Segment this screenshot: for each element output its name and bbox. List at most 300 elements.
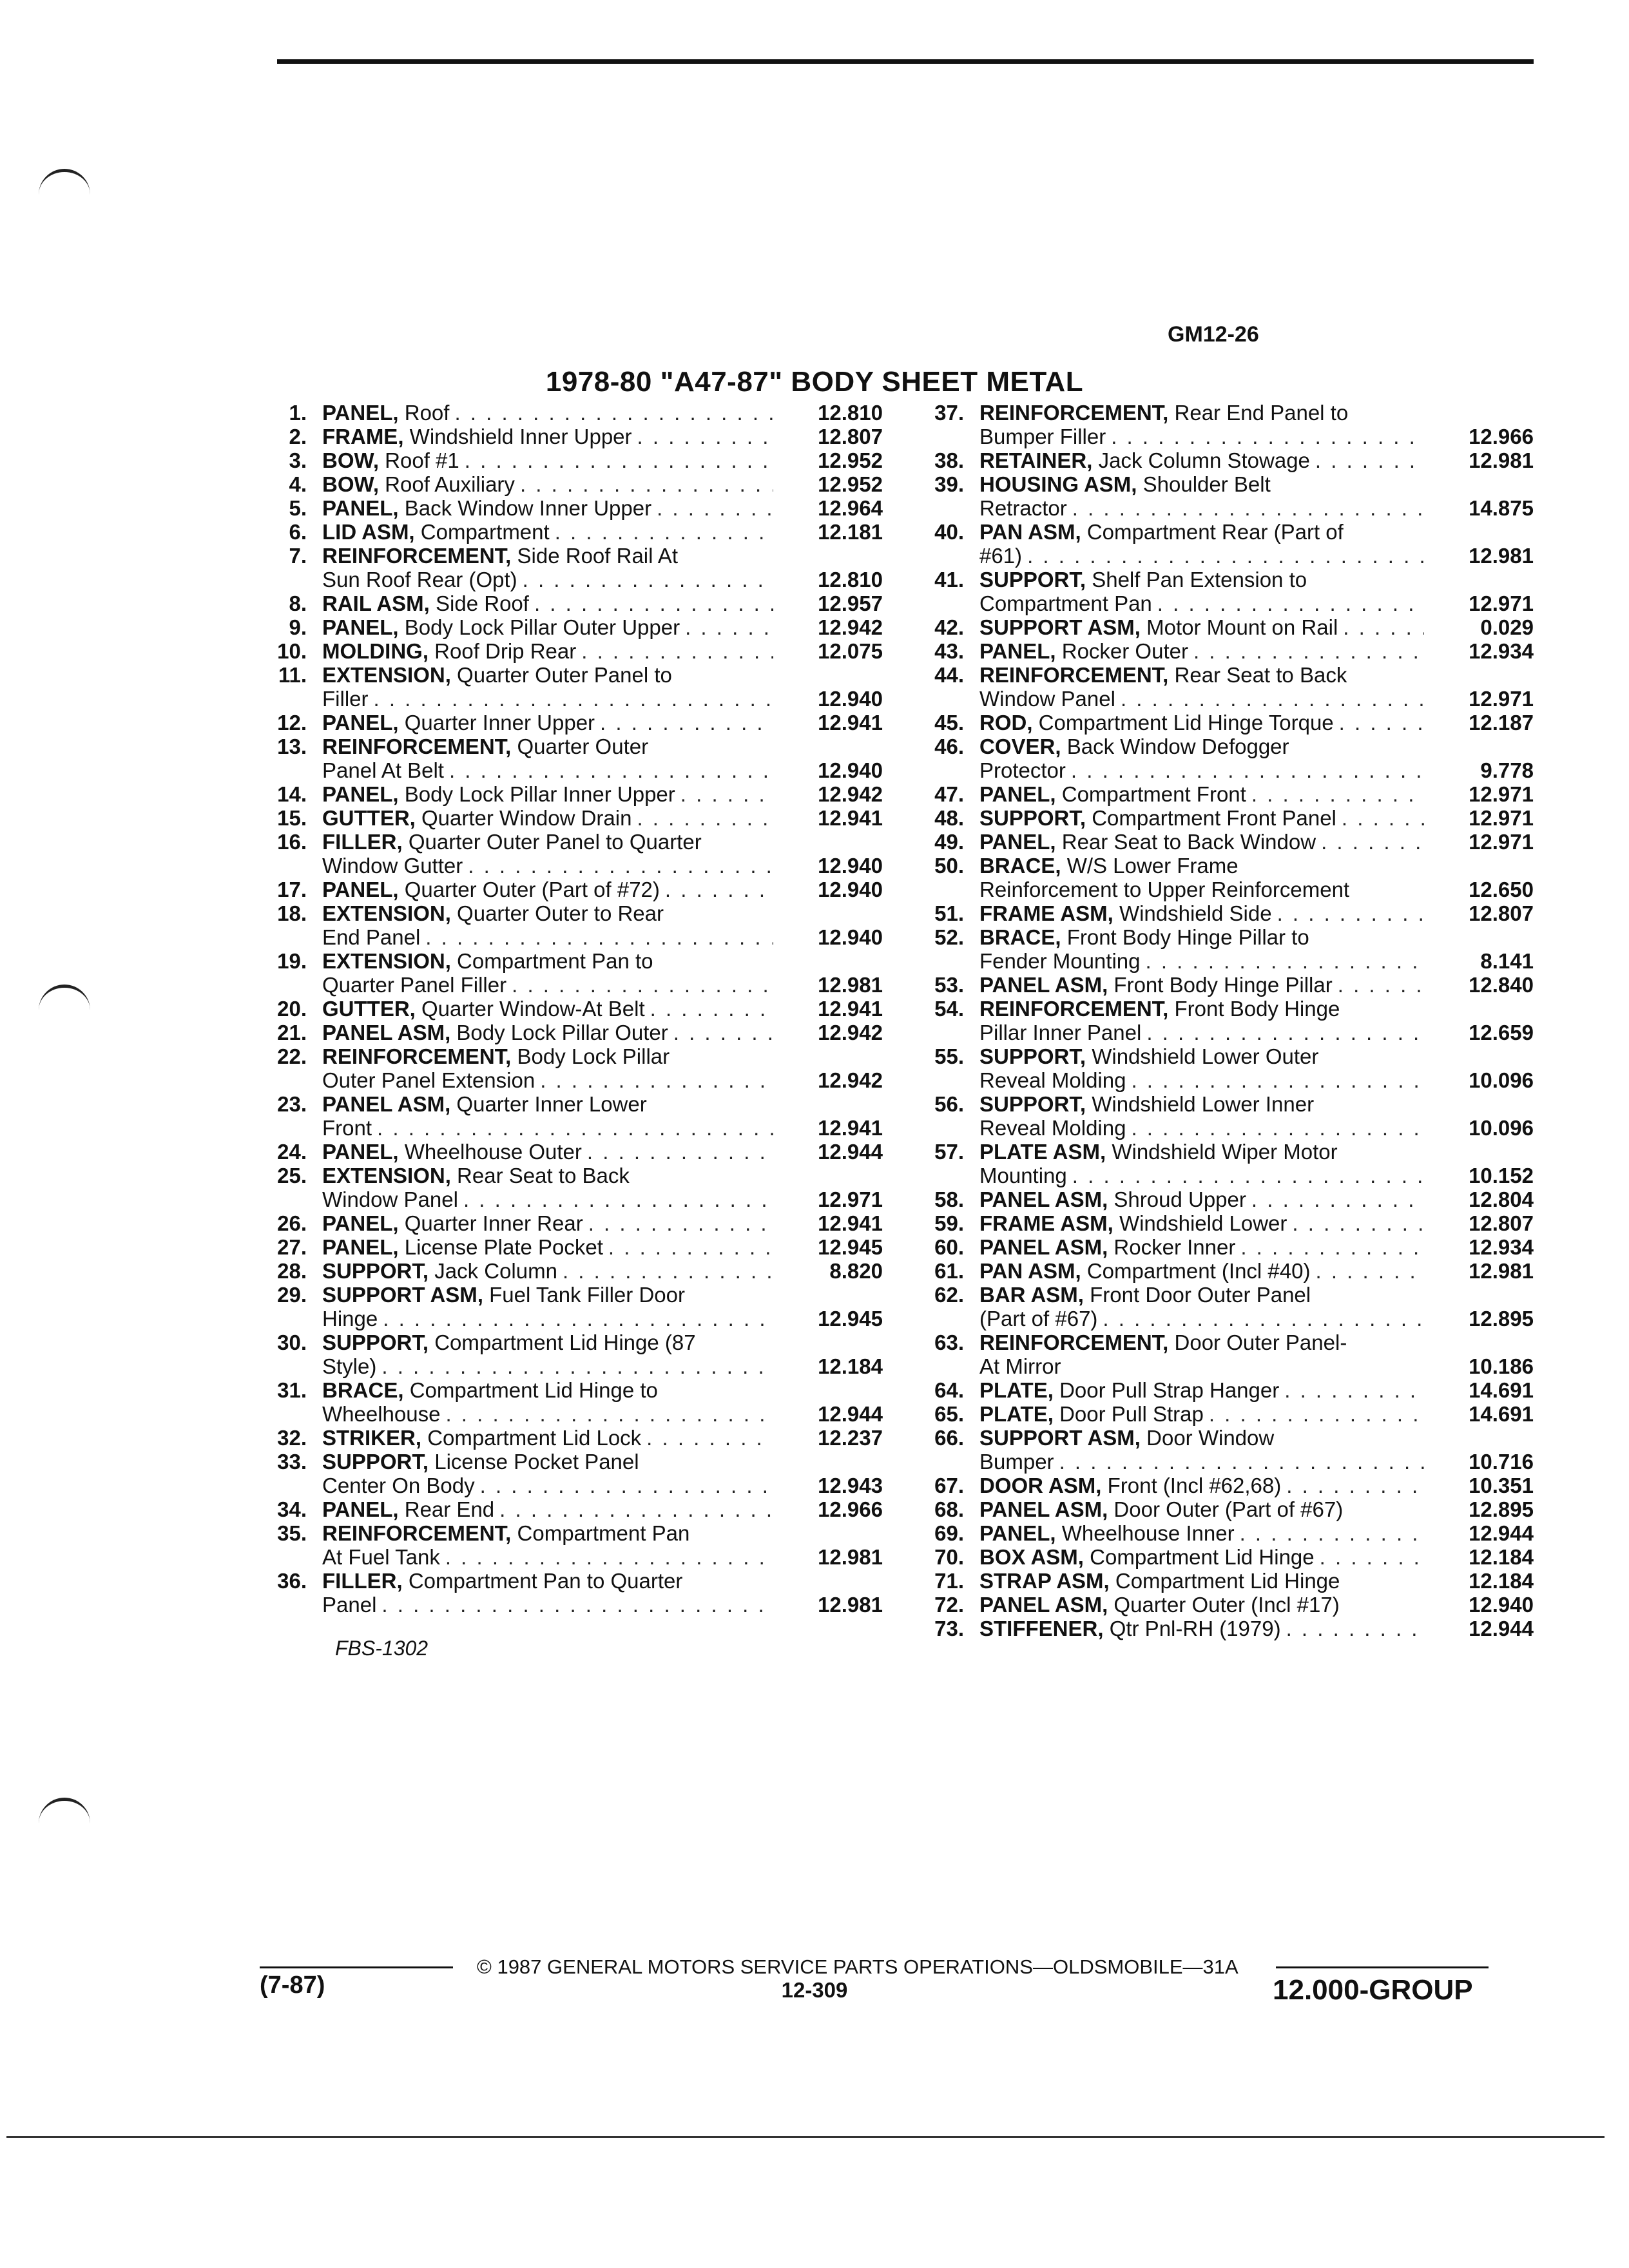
part-detail-continued: Fender Mounting [979,949,1141,973]
part-detail-continued: Reveal Molding [979,1116,1126,1140]
item-description [979,1497,1424,1521]
item-number: 2. [289,425,307,448]
description-line [979,1474,1424,1497]
part-name: FILLER, [322,830,403,854]
item-number: 23. [277,1092,307,1116]
footer-rule-right [1276,1966,1489,1968]
list-item [902,806,1534,830]
part-detail: Door Pull Strap Hanger [1059,1378,1280,1402]
item-description [979,1569,1424,1593]
description-text [322,711,595,735]
part-name: EXTENSION, [322,949,451,973]
description-text [979,1259,1310,1283]
part-name: COVER, [979,735,1061,758]
item-body [322,1497,883,1521]
item-body [322,401,883,425]
item-description [322,663,773,711]
item-body [979,1283,1534,1331]
leader-dots [1145,949,1424,973]
part-detail: Compartment Pan to [457,949,653,973]
part-detail: Quarter Outer [517,735,649,758]
item-number: 22. [277,1044,307,1068]
item-body [979,1545,1534,1569]
group-code: 12.942 [818,1021,883,1044]
list-item [902,1545,1534,1569]
description-line [979,973,1424,997]
description-line [979,782,1424,806]
list-item [902,735,1534,782]
list-item [902,472,1534,520]
part-name: PAN ASM, [979,1259,1081,1283]
part-name: SUPPORT, [979,1092,1086,1116]
part-name: PANEL, [322,711,399,735]
part-name: GUTTER, [322,997,416,1021]
item-body [322,615,883,639]
item-description [979,1545,1424,1569]
group-code: 12.184 [1469,1545,1534,1569]
part-detail: Body Lock Pillar [517,1044,670,1068]
item-number: 68. [934,1497,964,1521]
list-item [902,1331,1534,1378]
part-name: SUPPORT, [979,806,1086,830]
description-line [979,1140,1424,1164]
item-number: 30. [277,1331,307,1354]
part-detail: Quarter Outer Panel to [457,663,672,687]
item-number: 43. [934,639,964,663]
list-item [902,615,1534,639]
description-line-continued [979,425,1424,448]
description-line-continued [979,758,1424,782]
item-description [979,1331,1424,1378]
list-item [902,1235,1534,1259]
part-name: PANEL, [322,615,399,639]
leader-dots [1121,687,1424,711]
part-name: STRIKER, [322,1426,422,1450]
item-body [322,830,883,878]
description-text [322,544,678,568]
item-description [979,615,1424,639]
item-body [322,496,883,520]
leader-dots [657,496,773,520]
group-code: 10.186 [1469,1354,1534,1378]
description-line [979,1426,1424,1450]
description-line-continued [322,1307,773,1331]
description-line [322,901,773,925]
description-line [979,639,1424,663]
part-name: ROD, [979,711,1033,735]
leader-dots [608,1235,773,1259]
leader-dots [685,615,773,639]
part-name: PANEL, [322,1497,399,1521]
group-code: 12.895 [1469,1307,1534,1331]
part-name: GUTTER, [322,806,416,830]
part-name: PANEL, [979,639,1056,663]
leader-dots [1315,1259,1424,1283]
item-number: 52. [934,925,964,949]
description-line-continued [979,1307,1424,1331]
item-description [979,1617,1424,1640]
item-description [322,735,773,782]
group-code: 12.945 [818,1235,883,1259]
description-text [979,1092,1314,1116]
group-code: 14.691 [1469,1378,1534,1402]
part-detail: Roof Drip Rear [434,639,577,663]
description-line [979,735,1424,758]
group-code: 12.807 [818,425,883,448]
description-line-continued [322,925,773,949]
item-number: 4. [289,472,307,496]
item-body [979,1569,1534,1593]
part-name: EXTENSION, [322,901,451,925]
list-item [902,1378,1534,1402]
item-description [979,997,1424,1044]
part-name: SUPPORT, [322,1450,429,1474]
description-line [979,901,1424,925]
group-code: 12.944 [1469,1521,1534,1545]
leader-dots [468,854,773,878]
description-line [322,544,773,568]
item-number: 13. [277,735,307,758]
part-name: BAR ASM, [979,1283,1084,1307]
part-detail-continued: Sun Roof Rear (Opt) [322,568,517,591]
item-description [979,1092,1424,1140]
group-code: 10.351 [1469,1474,1534,1497]
item-description [979,925,1424,973]
description-text [322,1211,583,1235]
group-code: 12.971 [1469,806,1534,830]
part-name: MOLDING, [322,639,429,663]
description-text [979,1617,1281,1640]
description-line [322,639,773,663]
item-description [322,1140,773,1164]
list-item [245,1211,883,1235]
description-text [979,782,1246,806]
item-number: 67. [934,1474,964,1497]
list-item [902,1474,1534,1497]
description-text [322,901,664,925]
part-detail: Rear End Panel to [1174,401,1349,425]
part-detail: Motor Mount on Rail [1146,615,1338,639]
part-detail: Wheelhouse Outer [404,1140,582,1164]
item-description [322,1569,773,1617]
part-detail-continued: Pillar Inner Panel [979,1021,1142,1044]
description-line-continued [979,1354,1424,1378]
part-name: HOUSING ASM, [979,472,1137,496]
group-code: 12.184 [818,1354,883,1378]
part-detail-continued: Panel At Belt [322,758,444,782]
leader-dots [650,997,773,1021]
list-item [245,448,883,472]
description-line [322,1021,773,1044]
description-line [979,615,1424,639]
group-code: 9.778 [1480,758,1534,782]
list-item [245,520,883,544]
description-text [979,663,1347,687]
part-name: PANEL, [322,401,399,425]
leader-dots [1315,448,1424,472]
part-name: PANEL, [322,1140,399,1164]
part-detail-continued: End Panel [322,925,421,949]
part-name: LID ASM, [322,520,415,544]
part-name: PANEL, [322,878,399,901]
part-detail: Roof #1 [385,448,459,472]
leader-dots [1111,425,1424,448]
revision-date: (7-87) [260,1972,325,1999]
description-line [322,711,773,735]
leader-dots [637,806,773,830]
punch-mark-top [39,169,90,198]
group-code: 12.940 [1469,1593,1534,1617]
part-detail: Compartment Front [1061,782,1246,806]
leader-dots [1193,639,1424,663]
part-name: SUPPORT, [979,1044,1086,1068]
list-item [902,568,1534,615]
item-description [979,735,1424,782]
part-name: PANEL ASM, [979,973,1108,997]
item-body [322,591,883,615]
group-code: 12.981 [1469,544,1534,568]
item-body [322,878,883,901]
description-line [979,1593,1424,1617]
item-number: 24. [277,1140,307,1164]
description-line [322,1235,773,1259]
description-line [322,806,773,830]
description-line [322,1378,773,1402]
leader-dots [1146,1021,1424,1044]
description-text [322,997,645,1021]
list-item [902,1426,1534,1474]
description-line [322,663,773,687]
part-detail: Compartment Lid Lock [427,1426,642,1450]
part-detail-continued: Quarter Panel Filler [322,973,507,997]
group-code: 12.895 [1469,1497,1534,1521]
description-text [322,520,550,544]
leader-dots [480,1474,773,1497]
list-item [902,711,1534,735]
description-text [979,806,1336,830]
leader-dots [512,973,773,997]
group-code: 12.957 [818,591,883,615]
part-detail: Compartment Lid Hinge [1115,1569,1340,1593]
item-description [322,1521,773,1569]
part-detail: Roof Auxiliary [385,472,515,496]
item-description [979,472,1424,520]
description-text [322,830,702,854]
description-line-continued [322,1354,773,1378]
description-line-continued [979,1450,1424,1474]
group-code: 12.840 [1469,973,1534,997]
description-text [979,1211,1287,1235]
description-line [322,1140,773,1164]
part-detail-continued: Bumper [979,1450,1054,1474]
description-line [979,1235,1424,1259]
description-text [979,1426,1274,1450]
list-item [902,782,1534,806]
punch-mark-middle [39,985,90,1014]
group-code: 12.941 [818,997,883,1021]
item-number: 73. [934,1617,964,1640]
part-name: PANEL ASM, [979,1187,1108,1211]
group-code: 12.940 [818,925,883,949]
item-description [322,591,773,615]
item-body [979,830,1534,854]
description-line [979,1187,1424,1211]
part-detail: Back Window Inner Upper [404,496,652,520]
item-number: 63. [934,1331,964,1354]
item-body [322,1259,883,1283]
part-detail: Compartment (Incl #40) [1086,1259,1311,1283]
leader-dots [1240,1521,1424,1545]
description-text [979,735,1289,758]
group-code: 12.940 [818,758,883,782]
description-text [322,1331,696,1354]
description-line-continued [322,687,773,711]
description-line [322,1283,773,1307]
item-body [979,1426,1534,1474]
group-code: 10.096 [1469,1116,1534,1140]
part-detail-continued: Front [322,1116,372,1140]
description-text [322,639,576,663]
description-line [979,997,1424,1021]
item-number: 28. [277,1259,307,1283]
list-item [245,711,883,735]
item-body [979,997,1534,1044]
description-text [979,901,1272,925]
list-item [245,663,883,711]
description-line [322,1521,773,1545]
item-number: 27. [277,1235,307,1259]
item-number: 49. [934,830,964,854]
group-code: 12.941 [818,1116,883,1140]
item-body [322,472,883,496]
description-line [322,830,773,854]
leader-dots [1339,711,1424,735]
item-body [979,1617,1534,1640]
group-code: 14.691 [1469,1402,1534,1426]
description-text [979,639,1188,663]
description-text [979,1593,1340,1617]
leader-dots [1072,496,1424,520]
part-detail: License Plate Pocket [404,1235,603,1259]
description-line [979,1402,1424,1426]
description-text [979,1474,1281,1497]
item-description [322,1235,773,1259]
description-line [322,997,773,1021]
description-line-continued [322,854,773,878]
item-number: 65. [934,1402,964,1426]
parts-list-left [245,401,883,1617]
item-description [322,496,773,520]
item-body [322,544,883,591]
description-line [322,1044,773,1068]
group-code: 12.942 [818,1068,883,1092]
item-number: 6. [289,520,307,544]
description-line [322,472,773,496]
group-code: 12.942 [818,782,883,806]
item-description [322,1021,773,1044]
part-detail: Windshield Side [1119,901,1272,925]
description-line [322,735,773,758]
description-text [322,1235,603,1259]
part-name: FILLER, [322,1569,403,1593]
part-detail: Side Roof Rail At [517,544,678,568]
list-item [902,639,1534,663]
item-description [979,568,1424,615]
part-name: SUPPORT ASM, [979,1426,1141,1450]
item-number: 39. [934,472,964,496]
description-line [979,711,1424,735]
leader-dots [1251,782,1424,806]
item-number: 17. [277,878,307,901]
part-name: BOW, [322,448,379,472]
part-detail: Side Roof [436,591,529,615]
list-item [245,1378,883,1426]
item-description [979,1378,1424,1402]
part-detail: Quarter Outer Panel to Quarter [408,830,702,854]
description-text [979,1331,1347,1354]
item-body [979,1378,1534,1402]
description-text [979,997,1340,1021]
part-name: PANEL ASM, [322,1021,451,1044]
part-detail: Front (Incl #62,68) [1107,1474,1282,1497]
part-detail-continued: Hinge [322,1307,378,1331]
part-detail: Windshield Lower Inner [1092,1092,1315,1116]
group-number: 12.000-GROUP [1273,1974,1473,2006]
leader-dots [463,1187,773,1211]
part-name: REINFORCEMENT, [322,735,512,758]
description-text [979,1569,1340,1593]
description-text [979,1402,1204,1426]
description-text [322,735,648,758]
group-code: 12.941 [818,806,883,830]
list-item [902,520,1534,568]
item-number: 12. [277,711,307,735]
list-item [902,1569,1534,1593]
description-text [322,1426,641,1450]
description-line [979,1378,1424,1402]
leader-dots [377,1116,773,1140]
list-item [902,1497,1534,1521]
part-name: PLATE, [979,1378,1054,1402]
description-line [322,1569,773,1593]
item-number: 35. [277,1521,307,1545]
part-name: PANEL, [979,830,1056,854]
description-line [979,448,1424,472]
part-detail: Front Door Outer Panel [1090,1283,1311,1307]
item-body [979,1521,1534,1545]
list-item [245,830,883,878]
item-description [322,806,773,830]
part-name: FRAME ASM, [979,901,1113,925]
group-code: 12.971 [1469,591,1534,615]
description-text [322,1450,639,1474]
list-item [245,425,883,448]
group-code: 12.966 [818,1497,883,1521]
item-number: 7. [289,544,307,568]
description-line-continued [979,544,1424,568]
group-code: 8.820 [829,1259,883,1283]
item-body [322,639,883,663]
item-description [979,1402,1424,1426]
group-code: 12.659 [1469,1021,1534,1044]
list-item [245,1140,883,1164]
part-detail: Shelf Pan Extension to [1092,568,1307,591]
description-line [979,472,1424,496]
part-detail-continued: #61) [979,544,1023,568]
item-description [322,830,773,878]
item-number: 55. [934,1044,964,1068]
part-detail-continued: Window Panel [322,1187,458,1211]
